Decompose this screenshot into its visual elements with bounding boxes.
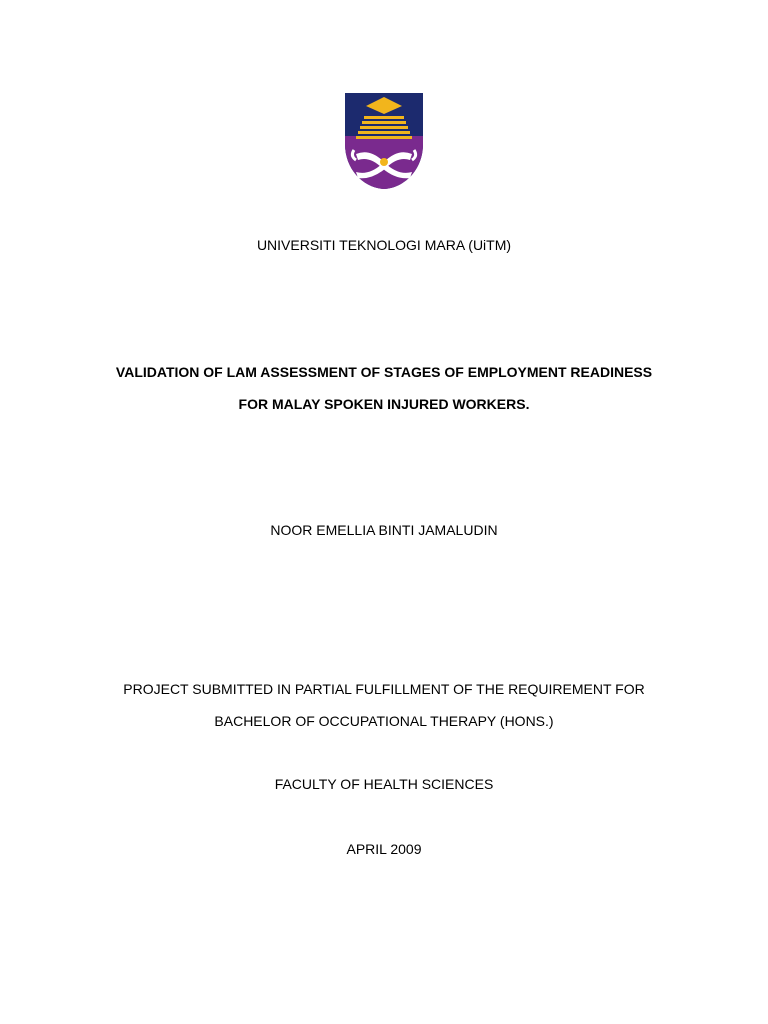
submission-statement-line-1: PROJECT SUBMITTED IN PARTIAL FULFILLMENT OF THE REQUIREMENT FOR: [123, 681, 645, 697]
faculty-name: FACULTY OF HEALTH SCIENCES: [274, 776, 494, 792]
uitm-crest-icon: [344, 92, 424, 190]
institution-name: UNIVERSITI TEKNOLOGI MARA (UiTM): [256, 237, 512, 253]
author-name: NOOR EMELLIA BINTI JAMALUDIN: [270, 522, 498, 538]
submission-date: APRIL 2009: [346, 841, 422, 857]
thesis-title-line-2: FOR MALAY SPOKEN INJURED WORKERS.: [238, 396, 530, 412]
thesis-title-line-1: VALIDATION OF LAM ASSESSMENT OF STAGES OF EMPLOYMENT READINESS: [115, 364, 653, 380]
submission-statement-line-2: BACHELOR OF OCCUPATIONAL THERAPY (HONS.): [214, 713, 554, 729]
